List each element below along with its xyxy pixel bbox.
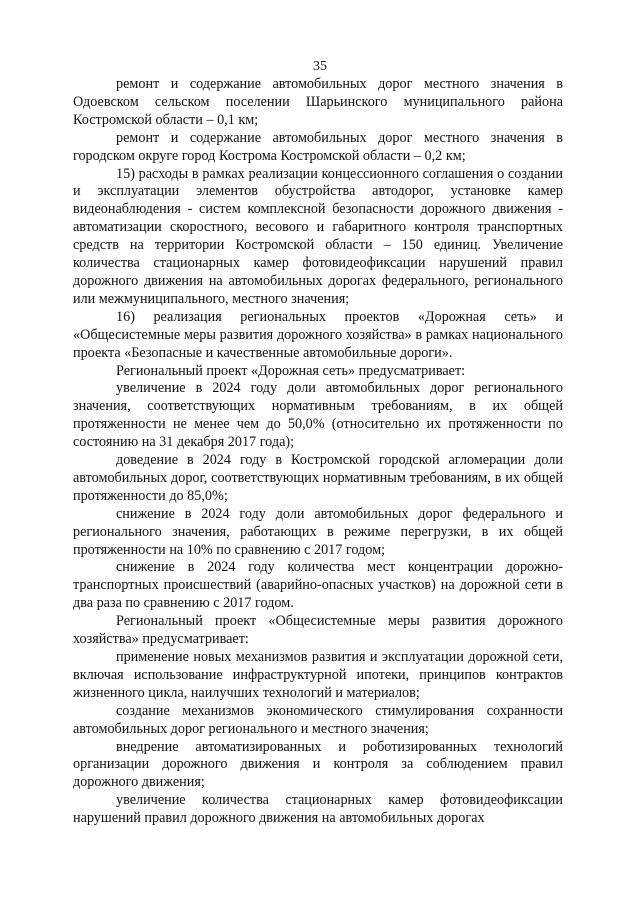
paragraph: внедрение автоматизированных и роботизированных технологий организации дорожного движения и контроля за соблюдением правил дорожного движения; — [73, 738, 563, 791]
paragraph: 15) расходы в рамках реализации концессионного соглашения о создании и эксплуатации элементов обустройства автодорог, установке камер видеонаблюдения - систем комплексной безопасности дорожного движения - автоматизации скоростного, весового и габаритного контроля транспортных средств на территории Костромской области – 150 единиц. Увеличение количества стационарных камер фотовидеофиксации нарушений правил дорожного движения на автомобильных дорогах федерального, регионального или межмуниципального, местного значения; — [73, 165, 563, 307]
paragraph: увеличение количества стационарных камер фотовидеофиксации нарушений правил дорожного движения на автомобильных дорогах — [73, 792, 563, 827]
page-number: 35 — [313, 59, 327, 74]
paragraph: Региональный проект «Общесистемные меры развития дорожного хозяйства» предусматривает: — [73, 613, 563, 648]
paragraph: Региональный проект «Дорожная сеть» предусматривает: — [116, 362, 466, 379]
paragraph: применение новых механизмов развития и эксплуатации дорожной сети, включая использование инфраструктурной ипотеки, принципов контрактов жизненного цикла, наилучших технологий и материалов; — [73, 649, 563, 701]
paragraph: создание механизмов экономического стимулирования сохранности автомобильных дорог регионального и местного значения; — [73, 702, 563, 737]
paragraph: снижение в 2024 году доли автомобильных дорог федерального и регионального значения, работающих в режиме перегрузки, в их общей протяженности на 10% по сравнению с 2017 годом; — [73, 505, 563, 558]
document-body — [73, 76, 563, 828]
paragraph: снижение в 2024 году количества мест концентрации дорожно-транспортных происшествий (аварийно-опасных участков) на дорожной сети в два раза по сравнению с 2017 годом. — [73, 559, 563, 612]
paragraph: доведение в 2024 году в Костромской городской агломерации доли автомобильных дорог, соответствующих нормативным требованиям, в их общей протяженности до 85,0%; — [73, 452, 563, 504]
paragraph: 16) реализация региональных проектов «Дорожная сеть» и «Общесистемные меры развития дорожного хозяйства» в рамках национального проекта «Безопасные и качественные автомобильные дороги». — [73, 308, 563, 361]
paragraph: ремонт и содержание автомобильных дорог местного значения в Одоевском сельском поселении Шарьинского муниципального района Костромской области – 0,1 км; — [73, 76, 563, 128]
paragraph: увеличение в 2024 году доли автомобильных дорог регионального значения, соответствующих нормативным требованиям, в их общей протяженности не менее чем до 50,0% (относительно их протяженности по состоянию на 31 декабря 2017 года); — [73, 380, 563, 451]
paragraph: ремонт и содержание автомобильных дорог местного значения в городском округе город Кострома Костромской области – 0,2 км; — [73, 129, 563, 164]
